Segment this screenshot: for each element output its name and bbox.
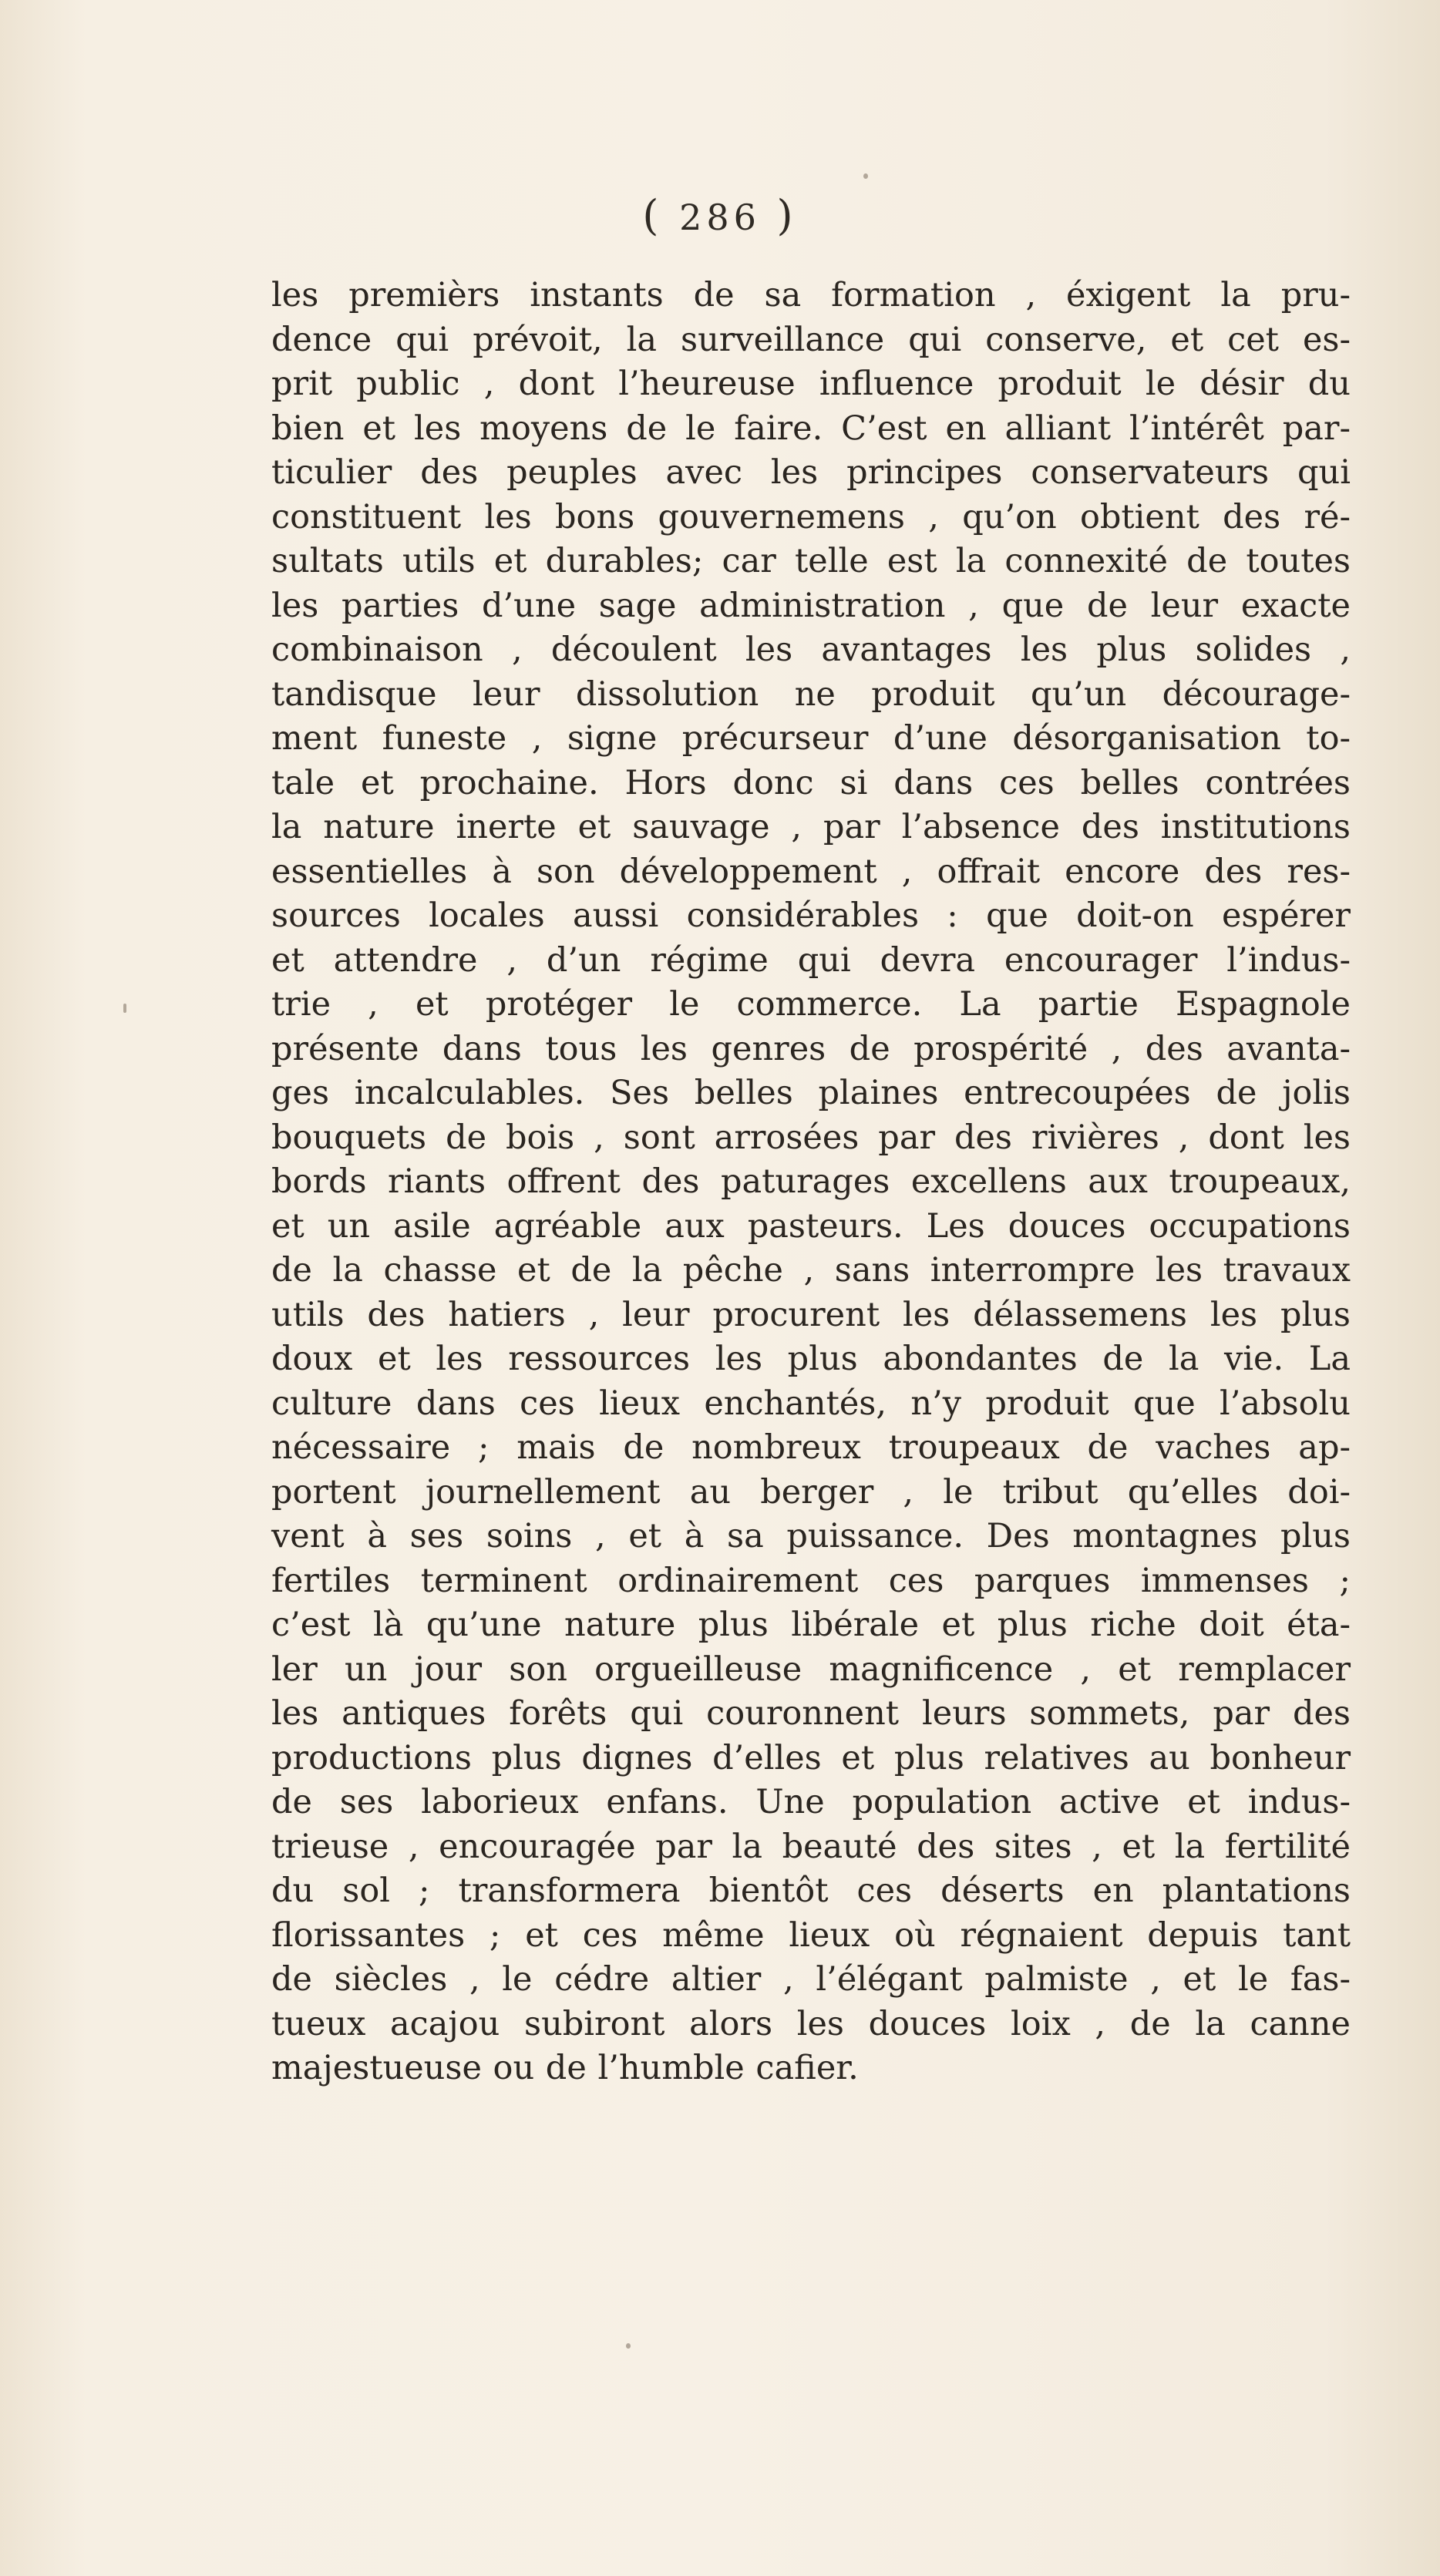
folio-open-paren: ( — [642, 191, 664, 240]
text-line: les parties d’une sage administration , que de leur exacte — [271, 586, 1351, 625]
text-line: prit public , dont l’heureuse influence produit le désir du — [271, 365, 1351, 403]
page-number — [0, 191, 1440, 240]
text-line: c’est là qu’une nature plus libérale et plus riche doit éta- — [271, 1606, 1351, 1644]
text-line: tandisque leur dissolution ne produit qu’un décourage- — [271, 674, 1351, 714]
text-line: de ses laborieux enfans. Une population active et indus- — [271, 1783, 1351, 1821]
text-line: les premièrs instants de sa formation , éxigent la pru- — [271, 276, 1351, 314]
text-line: trieuse , encouragée par la beauté des sites , et la fertilité — [271, 1827, 1351, 1866]
text-line: bouquets de bois , sont arrosées par des rivières , dont les — [271, 1118, 1351, 1157]
text-line: tale et prochaine. Hors donc si dans ces belles contrées — [271, 763, 1351, 802]
paper-speck — [863, 173, 868, 179]
text-line: présente dans tous les genres de prospérité , des avanta- — [271, 1029, 1351, 1068]
text-line: doux et les ressources les plus abondantes de la vie. La — [271, 1340, 1351, 1378]
folio-close-paren: ) — [776, 191, 798, 240]
text-line: essentielles à son développement , offrait encore des res- — [271, 852, 1351, 891]
text-line: tueux acajou subiront alors les douces loix , de la canne — [271, 2004, 1351, 2043]
text-line: bien et les moyens de le faire. C’est en alliant l’intérêt par- — [271, 409, 1351, 448]
text-line: ment funeste , signe précurseur d’une désorganisation to- — [271, 719, 1351, 758]
text-line: les antiques forêts qui couronnent leurs sommets, par des — [271, 1694, 1351, 1733]
paper-speck — [123, 1004, 126, 1013]
text-line: ges incalculables. Ses belles plaines entrecoupées de jolis — [271, 1074, 1351, 1112]
text-line: productions plus dignes d’elles et plus relatives au bonheur — [271, 1738, 1351, 1777]
text-line: florissantes ; et ces même lieux où régnaient depuis tant — [271, 1915, 1351, 1955]
text-line: utils des hatiers , leur procurent les délassemens les plus — [271, 1295, 1351, 1334]
text-line: ler un jour son orgueilleuse magnificence , et remplacer — [271, 1650, 1351, 1689]
body-paragraph — [271, 274, 1351, 2091]
text-line: culture dans ces lieux enchantés, n’y produit que l’absolu — [271, 1384, 1351, 1423]
folio-number: 286 — [679, 197, 761, 238]
text-line: et attendre , d’un régime qui devra encourager l’indus- — [271, 940, 1351, 980]
text-line: du sol ; transformera bientôt ces déserts en plantations — [271, 1871, 1351, 1910]
text-line: nécessaire ; mais de nombreux troupeaux de vaches ap- — [271, 1428, 1351, 1467]
text-line: sultats utils et durables; car telle est la connexité de toutes — [271, 542, 1351, 580]
text-line: de la chasse et de la pêche , sans interrompre les travaux — [271, 1251, 1351, 1290]
text-line: ticulier des peuples avec les principes conservateurs qui — [271, 453, 1351, 492]
text-line: la nature inerte et sauvage , par l’absence des institutions — [271, 808, 1351, 846]
text-line: vent à ses soins , et à sa puissance. Des montagnes plus — [271, 1517, 1351, 1555]
text-line: et un asile agréable aux pasteurs. Les douces occupations — [271, 1206, 1351, 1246]
text-line: de siècles , le cédre altier , l’élégant palmiste , et le fas- — [271, 1960, 1351, 1999]
text-line: trie , et protéger le commerce. La partie Espagnole — [271, 985, 1351, 1024]
text-line: fertiles terminent ordinairement ces parques immenses ; — [271, 1561, 1351, 1600]
text-line: dence qui prévoit, la surveillance qui conserve, et cet es- — [271, 320, 1351, 359]
text-line: constituent les bons gouvernemens , qu’on obtient des ré- — [271, 497, 1351, 536]
text-line: portent journellement au berger , le tribut qu’elles doi- — [271, 1472, 1351, 1512]
text-line: combinaison , découlent les avantages les plus solides , — [271, 631, 1351, 669]
paper-speck — [626, 2343, 631, 2349]
text-line-last: majestueuse ou de l’humble cafier. — [271, 2049, 859, 2087]
text-line: bords riants offrent des paturages excellens aux troupeaux, — [271, 1162, 1351, 1201]
text-line: sources locales aussi considérables : que doit-on espérer — [271, 896, 1351, 935]
